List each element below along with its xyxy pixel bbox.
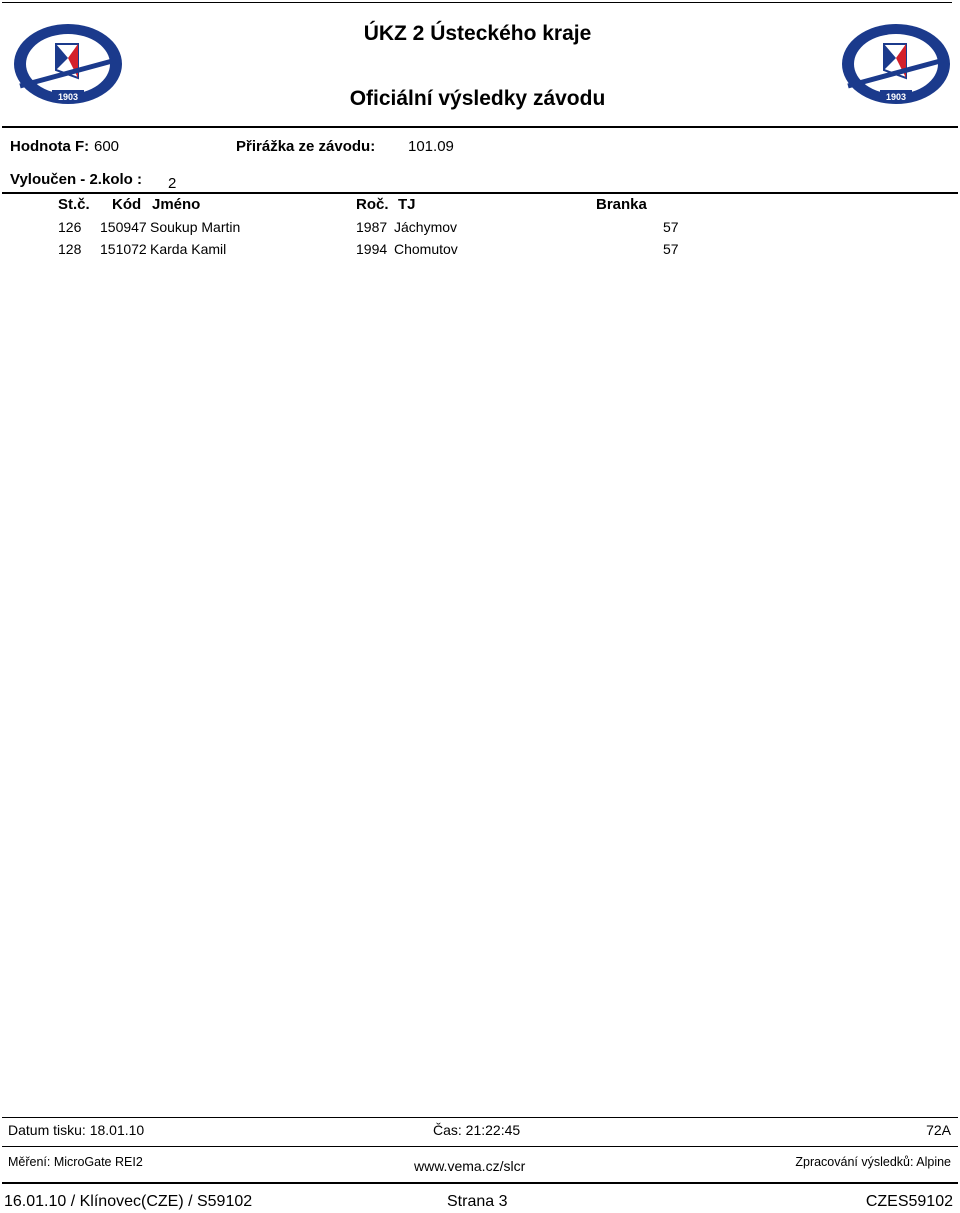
row-roc: 1994 <box>356 241 388 257</box>
page-subtitle: Oficiální výsledky závodu <box>349 87 606 110</box>
form-code: 72A <box>926 1122 951 1138</box>
timing-info: Měření: MicroGate REI2 <box>8 1155 143 1169</box>
row-kod: 150947 <box>100 219 147 235</box>
processing-info: Zpracování výsledků: Alpine <box>795 1155 951 1169</box>
row-tj: Chomutov <box>394 241 458 257</box>
footer-rule-bottom <box>2 1182 958 1184</box>
columns-rule <box>2 192 958 194</box>
print-date: Datum tisku: 18.01.10 <box>8 1122 145 1138</box>
page-number: Strana 3 <box>447 1193 508 1210</box>
footer-rule-middle <box>2 1146 958 1147</box>
logo-year-right: 1903 <box>885 92 907 102</box>
logo-year-left: 1903 <box>57 92 79 102</box>
top-border <box>2 2 952 3</box>
website-link[interactable]: www.vema.cz/slcr <box>414 1158 526 1174</box>
hodnota-label: Hodnota F: <box>10 138 90 155</box>
row-kod: 151072 <box>100 241 147 257</box>
row-stc: 128 <box>58 241 82 257</box>
row-tj: Jáchymov <box>394 219 458 235</box>
row-stc: 126 <box>58 219 82 235</box>
race-id: CZES59102 <box>865 1193 953 1210</box>
col-header-tj: TJ <box>398 196 416 213</box>
header-rule <box>2 126 958 128</box>
col-header-kod: Kód <box>112 196 142 213</box>
print-time: Čas: 21:22:45 <box>433 1122 521 1138</box>
section-label: Vyloučen - 2.kolo : <box>10 171 142 188</box>
row-roc: 1987 <box>356 219 388 235</box>
footer-rule-top <box>2 1117 958 1118</box>
section-count: 2 <box>168 175 177 192</box>
prirazka-value: 101.09 <box>408 138 454 155</box>
row-jmeno: Soukup Martin <box>150 219 241 235</box>
event-info: 16.01.10 / Klínovec(CZE) / S59102 <box>4 1193 253 1210</box>
hodnota-value: 600 <box>94 138 120 155</box>
prirazka-label: Přirážka ze závodu: <box>236 138 376 155</box>
col-header-jmeno: Jméno <box>152 196 201 213</box>
col-header-stc: St.č. <box>58 196 90 213</box>
row-branka: 57 <box>663 241 679 257</box>
col-header-roc: Roč. <box>356 196 389 213</box>
col-header-branka: Branka <box>596 196 647 213</box>
page-title: ÚKZ 2 Ústeckého kraje <box>363 22 592 45</box>
row-branka: 57 <box>663 219 679 235</box>
row-jmeno: Karda Kamil <box>150 241 227 257</box>
